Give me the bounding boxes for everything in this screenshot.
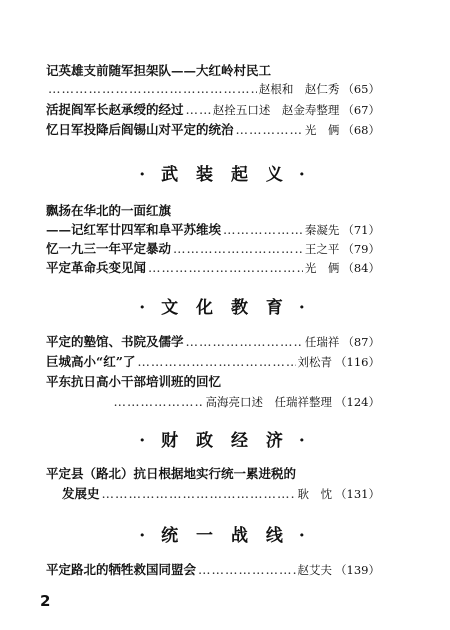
- leader-dots: [186, 101, 211, 119]
- entry-title: 平东抗日高小干部培训班的回忆: [46, 374, 222, 389]
- entry-page: （79）: [342, 242, 380, 256]
- entry-title: 平定的塾馆、书院及儒学: [46, 334, 184, 349]
- entry-title: 记英雄支前随军担架队——大红岭村民工: [46, 63, 272, 78]
- bullet-dot: ·: [139, 526, 152, 546]
- entry-title: 飘扬在华北的一面红旗: [46, 203, 172, 218]
- leader-dots: [102, 485, 296, 503]
- entry-author: 秦凝先: [304, 223, 340, 237]
- toc-entry: [46, 561, 380, 579]
- entry-page: （68）: [342, 123, 380, 137]
- entry-title: 平定革命兵变见闻: [46, 260, 147, 275]
- leader-dots: [198, 561, 296, 579]
- section-heading-armed: [0, 160, 450, 185]
- leader-dots: [223, 221, 303, 239]
- bullet-dot: ·: [298, 165, 311, 185]
- entry-author: 光 俩: [304, 123, 340, 137]
- toc-entry: [46, 353, 380, 371]
- toc-entry: [46, 202, 380, 220]
- leader-dots: [236, 121, 303, 139]
- entry-title: 忆一九三一年平定暴动: [46, 241, 172, 256]
- toc-entry-author-line: [46, 393, 380, 411]
- entry-author: 刘松青: [297, 355, 333, 369]
- entry-title: 活捉阎军长赵承绶的经过: [46, 102, 184, 117]
- toc-entry: [46, 333, 380, 351]
- toc-entry: [46, 465, 380, 483]
- entry-page: （116）: [335, 355, 380, 369]
- toc-entry-author-line: [46, 80, 380, 98]
- entry-author: 耿 忱: [297, 487, 333, 501]
- entry-page: （84）: [342, 261, 380, 275]
- entry-author: 王之平: [304, 242, 340, 256]
- leader-dots: [148, 259, 303, 277]
- bullet-dot: ·: [298, 298, 311, 318]
- page-number: 2: [40, 592, 51, 610]
- entry-author: 赵根和 赵仁秀: [258, 82, 340, 96]
- section-heading-united: [0, 521, 450, 546]
- leader-dots: [114, 393, 204, 411]
- entry-page: （71）: [342, 223, 380, 237]
- section-title: 文 化 教 育: [161, 298, 289, 318]
- toc-entry: [46, 259, 380, 277]
- entry-page: （139）: [335, 563, 380, 577]
- leader-dots: [173, 240, 303, 258]
- entry-author: 光 俩: [304, 261, 340, 275]
- toc-entry: [46, 121, 380, 139]
- entry-title-continuation: 发展史: [62, 486, 100, 501]
- bullet-dot: ·: [139, 298, 152, 318]
- leader-dots: [137, 353, 295, 371]
- entry-page: （131）: [335, 487, 380, 501]
- entry-title: 平定路北的牺牲救国同盟会: [46, 562, 197, 577]
- section-title: 武 装 起 义: [161, 165, 289, 185]
- entry-author: 赵艾夫: [297, 563, 333, 577]
- section-heading-culture: [0, 293, 450, 318]
- entry-author: 任瑞祥: [304, 335, 340, 349]
- leader-dots: [186, 333, 303, 351]
- entry-page: （124）: [335, 395, 380, 409]
- section-heading-finance: [0, 426, 450, 451]
- toc-entry-continuation-line: [62, 485, 380, 503]
- section-title: 财 政 经 济: [161, 431, 289, 451]
- entry-page: （67）: [342, 103, 380, 117]
- toc-entry-subtitle-line: [46, 221, 380, 239]
- entry-title: 忆日军投降后阎锡山对平定的统治: [46, 122, 234, 137]
- entry-author: 赵拴五口述 赵金寿整理: [212, 103, 340, 117]
- leader-dots: [48, 80, 257, 98]
- entry-title: 平定县（路北）抗日根据地实行统一累进税的: [46, 466, 297, 481]
- toc-entry: [46, 240, 380, 258]
- toc-entry: [46, 101, 380, 119]
- bullet-dot: ·: [139, 165, 152, 185]
- bullet-dot: ·: [139, 431, 152, 451]
- entry-title: 巨城高小“红”了: [46, 354, 136, 369]
- bullet-dot: ·: [298, 431, 311, 451]
- toc-entry: [46, 62, 380, 80]
- section-title: 统 一 战 线: [161, 526, 289, 546]
- entry-author: 高海亮口述 任瑞祥整理: [205, 395, 333, 409]
- entry-subtitle: ——记红军廿四军和阜平苏维埃: [46, 222, 222, 237]
- toc-entry: [46, 373, 380, 391]
- bullet-dot: ·: [298, 526, 311, 546]
- entry-page: （65）: [342, 82, 380, 96]
- entry-page: （87）: [342, 335, 380, 349]
